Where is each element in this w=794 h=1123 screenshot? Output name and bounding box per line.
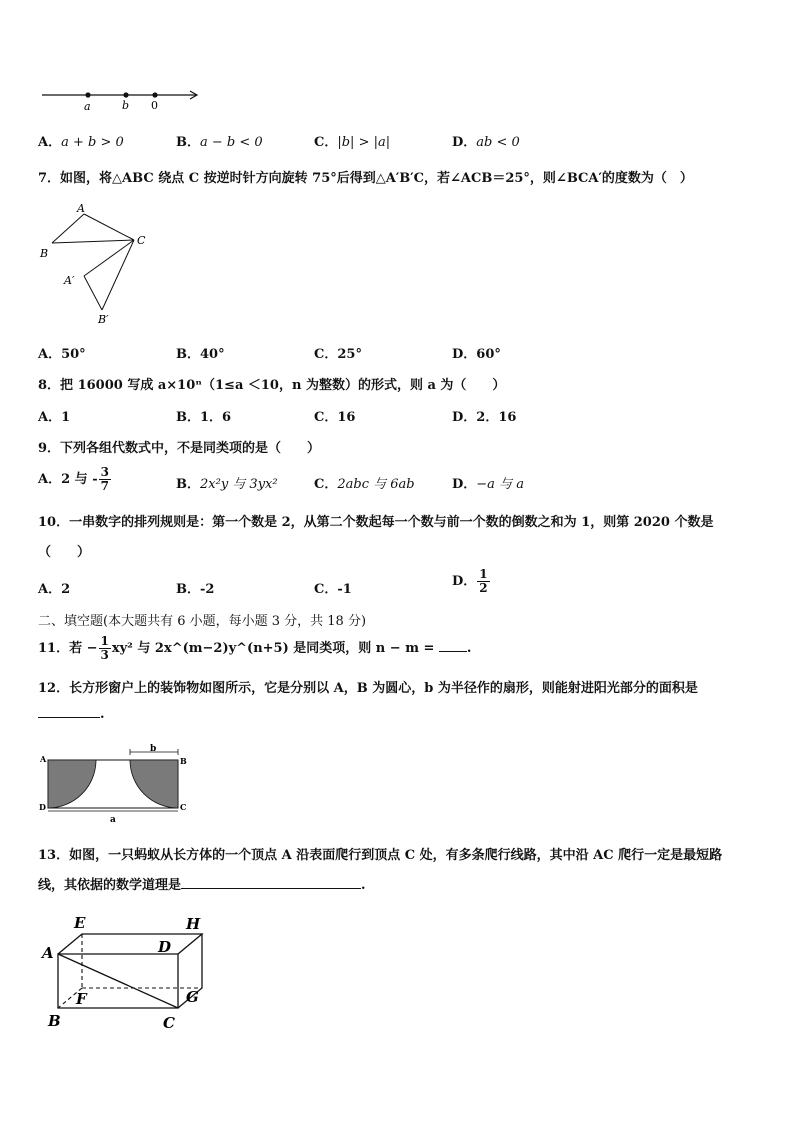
vertex-c: C: [163, 1014, 175, 1032]
q7-option-d: D．60°: [452, 347, 501, 362]
fraction-one-half: $\frac{1}{2}$: [479, 567, 488, 595]
q6-option-a: A．a + b > 0: [38, 135, 124, 150]
q8-stem: 8．把 16000 写成 a×10ⁿ（1≤a ＜10，n 为整数）的形式，则 a 为（ ）: [38, 378, 506, 393]
vertex-b: B: [48, 1012, 61, 1030]
number-line-figure: [38, 82, 208, 114]
q13-stem-cont: 线，其依据的数学道理是 .: [38, 878, 366, 893]
vertex-a-prime: A′: [64, 274, 75, 287]
vertex-e: E: [74, 914, 86, 932]
section-heading: 二、填空题(本大题共有 6 小题，每小题 3 分，共 18 分): [38, 614, 367, 629]
vertex-d: D: [158, 938, 172, 956]
point-b: [123, 92, 128, 97]
q10-option-b: B．-2: [176, 582, 215, 597]
answer-blank[interactable]: [439, 651, 467, 652]
q7-option-b: B．40°: [176, 347, 225, 362]
q8-option-a: A．1: [38, 410, 71, 425]
q9-option-c: C．2abc 与 6ab: [314, 477, 415, 492]
corner-a: A: [40, 754, 47, 764]
vertex-g: G: [186, 988, 199, 1006]
label-a-length: a: [110, 815, 116, 824]
q9-option-a: A．2 与 - $\frac{3}{7}$: [38, 465, 109, 493]
answer-blank[interactable]: [181, 888, 361, 889]
point-a: [85, 92, 90, 97]
q12-stem: 12．长方形窗户上的装饰物如图所示，它是分别以 A，B 为圆心，b 为半径作的扇形，则能射进阳光部分的面积是: [38, 681, 698, 696]
label-b: b: [122, 99, 130, 112]
vertex-a: A: [42, 944, 54, 962]
point-zero: [152, 92, 157, 97]
q12-answer-line: .: [38, 707, 105, 722]
vertex-f: F: [76, 990, 87, 1008]
q11-stem: 11．若 − $\frac{1}{3}$ xy² 与 2x^(m−2)y^(n+5) 是同类项，则 n − m = .: [38, 634, 472, 662]
vertex-c: C: [137, 234, 146, 247]
cuboid-figure: [36, 908, 216, 1033]
q6-option-d: D．ab < 0: [452, 135, 520, 150]
corner-d: D: [39, 802, 46, 812]
vertex-b: B: [40, 247, 49, 260]
q13-stem: 13．如图，一只蚂蚁从长方体的一个顶点 A 沿表面爬行到顶点 C 处，有多条爬行线路，其中沿 AC 爬行一定是最短路: [38, 848, 723, 863]
q8-option-b: B．1．6: [176, 410, 232, 425]
q6-option-c: C．|b| > |a|: [314, 135, 391, 150]
q10-option-c: C．-1: [314, 582, 352, 597]
label-zero: 0: [151, 99, 158, 112]
fraction-one-third: $\frac{1}{3}$: [100, 634, 109, 662]
q9-option-b: B．2x²y 与 3yx²: [176, 477, 278, 492]
q7-option-a: A．50°: [38, 347, 86, 362]
q8-option-d: D．2．16: [452, 410, 517, 425]
q7-stem: 7．如图，将△ABC 绕点 C 按逆时针方向旋转 75°后得到△A′B′C，若∠ACB＝25°，则∠BCA′的度数为（ ）: [38, 171, 693, 186]
answer-blank[interactable]: [38, 717, 100, 718]
q7-option-c: C．25°: [314, 347, 362, 362]
fraction-three-sevenths: $\frac{3}{7}$: [100, 465, 109, 493]
q9-stem: 9．下列各组代数式中，不是同类项的是（ ）: [38, 441, 321, 456]
q6-option-b: B．a − b < 0: [176, 135, 263, 150]
window-decoration-figure: [36, 744, 196, 824]
q10-option-d: D． $\frac{1}{2}$: [452, 567, 488, 595]
vertex-a: A: [77, 202, 85, 215]
vertex-h: H: [186, 915, 201, 933]
q10-option-a: A．2: [38, 582, 71, 597]
label-a: a: [84, 100, 91, 113]
corner-c: C: [180, 802, 187, 812]
q10-stem: 10．一串数字的排列规则是：第一个数是 2，从第二个数起每一个数与前一个数的倒数之和为 1，则第 2020 个数是: [38, 515, 714, 530]
q8-option-c: C．16: [314, 410, 356, 425]
vertex-b-prime: B′: [98, 313, 109, 326]
q9-option-d: D．−a 与 a: [452, 477, 524, 492]
q10-stem-cont: （ ）: [38, 545, 91, 560]
label-b-length: b: [150, 744, 157, 754]
rotation-figure: [36, 198, 156, 328]
corner-b: B: [180, 756, 187, 766]
